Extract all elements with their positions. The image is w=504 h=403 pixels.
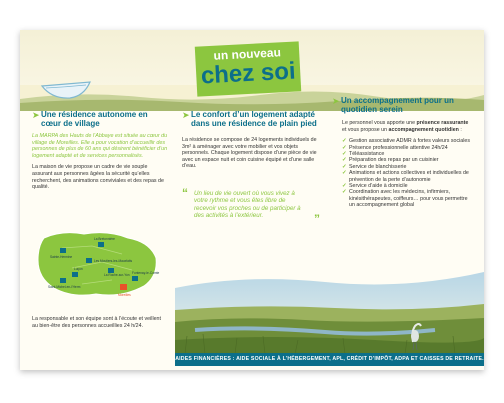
map-label-highlight: Moreilles (118, 293, 131, 297)
footer-text-residence: La responsable et son équipe sont à l’écoute et veillent au bien-être des personnes accueillies 24 h/24. (32, 316, 161, 329)
intro-text: et vous propose un (342, 126, 388, 133)
house-icon (132, 276, 138, 281)
map-label: Luçon (74, 267, 83, 271)
house-icon (86, 258, 92, 263)
house-icon (60, 278, 66, 283)
check-icon: ✓ (342, 157, 347, 164)
intro-bold: accompagnement quotidien (388, 126, 459, 133)
house-icon (72, 272, 78, 277)
check-icon: ✓ (342, 138, 347, 145)
vendee-map (32, 228, 162, 300)
check-icon: ✓ (342, 151, 347, 157)
check-icon: ✓ (342, 183, 347, 190)
map-label: La Bretonnière (94, 237, 115, 241)
section-title-comfort: Le confort d’un logement adapté dans une résidence de plain pied (191, 110, 317, 128)
column-residence (32, 110, 168, 191)
check-icon: ✓ (342, 189, 347, 196)
intro-bold: présence rassurante (416, 120, 469, 126)
feature-item: ✓ Préparation des repas par un cuisinier (342, 157, 439, 164)
column-comfort (182, 110, 322, 226)
map-label: Sainte-Hermine (50, 255, 73, 259)
column-support (332, 96, 474, 209)
feature-item: ✓ Coordination avec les médecins, infirmiers, kinésithérapeutes, coiffeurs… pour vous permettre un accompagnement global (342, 189, 468, 209)
brochure-page (20, 30, 484, 370)
header-title-box (195, 41, 301, 96)
quote-block (182, 185, 322, 226)
intro-residence: La MARPA des Hauts de l’Abbaye est située au cœur du village de Moreilles. Elle a pour vocation d’accueillir des personnes de plus de 60 ans qui désirent bénéficier d’un logement adapté et de services personnalisés. (32, 133, 168, 159)
feature-item: ✓ Service de blanchisserie (342, 163, 407, 170)
check-icon: ✓ (342, 163, 347, 170)
body-residence: La maison de vie propose un cadre de vie souple assurant aux personnes âgées la sécurité qu’elles recherchent, des animations conviviales et des repas de qualité. (32, 164, 164, 191)
footer-banner: AIDES FINANCIÈRES : AIDE SOCIALE À L’HÉBERGEMENT, APL, CRÉDIT D’IMPÔT, ADPA ET CAISSES DE RETRAITE. (175, 353, 484, 366)
section-title-residence: Une résidence autonome en cœur de village (41, 110, 148, 128)
house-icon (60, 248, 66, 253)
feature-item: ✓ Animations et actions collectives et individuelles de prévention de la perte d’autonomie (342, 170, 469, 183)
intro-text: Le personnel vous apporte une (342, 120, 416, 126)
house-icon (98, 242, 104, 247)
intro-support: Le personnel vous apporte une présence rassurante et vous propose un accompagnement quotidien : (342, 120, 469, 133)
quote-close-icon: ” (314, 211, 320, 226)
feature-list (332, 138, 474, 208)
feature-item: ✓ Service d’aide à domicile (342, 183, 408, 190)
map-label: Saint-Michel-en-l’Herm (48, 285, 81, 289)
marsh-landscape-photo (175, 270, 484, 354)
check-icon: ✓ (342, 170, 347, 177)
house-icon-highlight (120, 284, 127, 290)
feature-item: ✓ Gestion associative ADMR à fortes valeurs sociales (342, 138, 470, 145)
check-icon: ✓ (342, 144, 347, 151)
title-big: chez soi (200, 57, 297, 90)
section-title-support: Un accompagnement pour un quotidien serein (341, 96, 454, 114)
title-small: un nouveau (213, 45, 282, 63)
quote-comfort: Un lieu de vie ouvert où vous vivez à votre rythme et vous êtes libre de recevoir vos proches ou de participer à des activités à l’extérieur. (194, 189, 301, 220)
feature-item: ✓ Présence professionnelle attentive 24h/24 (342, 144, 448, 151)
quote-open-icon: “ (182, 185, 188, 200)
body-comfort: La résidence se compose de 24 logements individuels de 3m² à aménager avec votre mobilier et vos objets personnels. Chaque logement dispose d’une pièce de vie avec un espace nuit et coin cuisine équipé et d’une salle d’eau. (182, 137, 317, 170)
map-label: Les Moutiers-les-Mauxfaits (94, 259, 133, 263)
map-label: Fontenay-le-Comte (132, 271, 160, 275)
arrow-icon: ➤ (182, 110, 190, 120)
feature-item: ✓ Téléassistance (342, 151, 385, 157)
map-label: La Roche-sur-Yon (104, 273, 130, 277)
boat-illustration (40, 80, 92, 107)
arrow-icon: ➤ (332, 96, 340, 106)
arrow-icon: ➤ (32, 110, 40, 120)
